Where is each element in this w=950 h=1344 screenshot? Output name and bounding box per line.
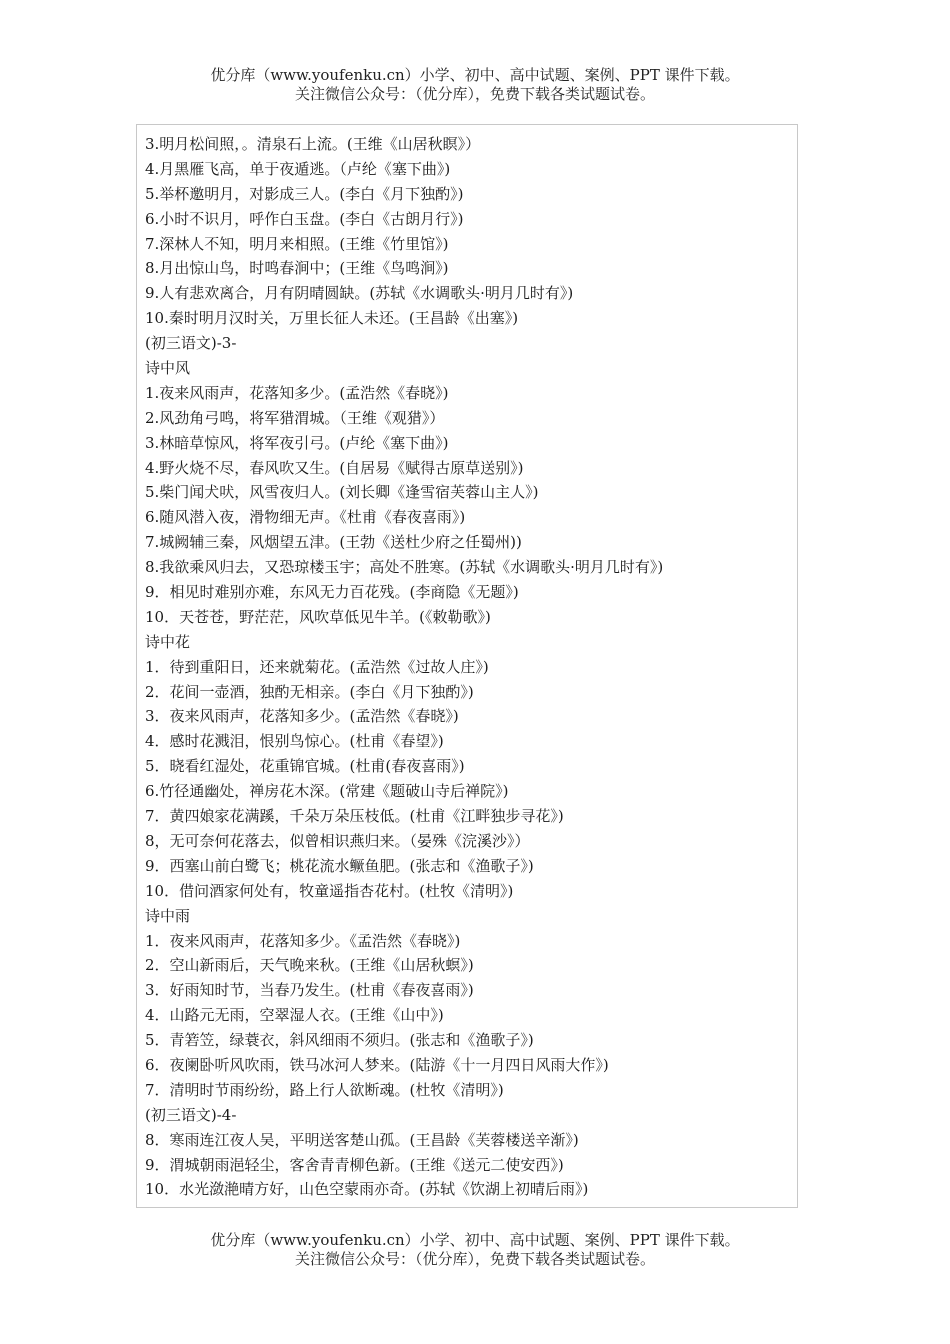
text-line: 7.深林人不知，明月来相照。(王维《竹里馆》) [145, 234, 449, 253]
text-line: 8.我欲乘风归去，又恐琼楼玉宇；高处不胜寒。(苏轼《水调歌头·明月几时有》) [145, 558, 664, 577]
section-heading-wind: 诗中风 [145, 359, 191, 378]
text-line: 5.举杯邀明月，对影成三人。(李白《月下独酌》) [145, 184, 464, 203]
text-line: 6.竹径通幽处，禅房花木深。(常建《题破山寺后禅院》) [145, 782, 509, 801]
text-line: 2．空山新雨后，天气晚来秋。(王维《山居秋螟》) [145, 956, 474, 975]
page-header [0, 66, 950, 104]
footer-line-2: 关注微信公众号：（优分库），免费下载各类试题试卷。 [294, 1250, 655, 1268]
text-line: 10．借问酒家何处有，牧童遥指杏花村。(杜牧《清明》) [145, 881, 514, 900]
text-line: 2．花间一壶酒，独酌无相亲。(李白《月下独酌》) [145, 682, 474, 701]
text-line: 5．晓看红湿处，花重锦官城。(杜甫(春夜喜雨》) [145, 757, 465, 776]
header-line-1: 优分库（www.youfenku.cn）小学、初中、高中试题、案例、PPT 课件下载。 [210, 66, 740, 84]
text-line: 8．寒雨连江夜人吴，平明送客楚山孤。(王昌龄《芙蓉楼送辛渐》) [145, 1130, 579, 1149]
footer-line-1: 优分库（www.youfenku.cn）小学、初中、高中试题、案例、PPT 课件下载。 [210, 1231, 740, 1249]
text-line: 6.小时不识月，呼作白玉盘。(李白《古朗月行》) [145, 209, 464, 228]
content-box [136, 124, 798, 1208]
text-line: 1．夜来风雨声，花落知多少。《孟浩然《春晓》) [145, 931, 461, 950]
text-line: 8.月出惊山鸟，时鸣春涧中；(王维《鸟鸣涧》) [145, 259, 449, 278]
section-heading-flower: 诗中花 [145, 632, 191, 651]
text-line: 10．天苍苍，野茫茫，风吹草低见牛羊。(《敕勒歌》) [145, 607, 491, 626]
text-line: 9.人有悲欢离合，月有阴晴圆缺。(苏轼《水调歌头·明月几时有》) [145, 284, 574, 303]
text-line: 4．感时花溅泪，恨别鸟惊心。(杜甫《春望》) [145, 732, 444, 751]
text-line: 4．山路元无雨，空翠湿人衣。(王维《山中》) [145, 1006, 444, 1025]
text-line: 10．水光潋滟晴方好，山色空蒙雨亦奇。(苏轼《饮湖上初晴后雨》) [145, 1180, 589, 1199]
text-line: 9．相见时难别亦难，东风无力百花残。(李商隐《无题》) [145, 583, 519, 602]
text-line: 6.随风潜入夜，滑物细无声。《杜甫《春夜喜雨》) [145, 508, 466, 527]
text-line: 3.明月松间照，。清泉石上流。(王维《山居秋瞑》） [145, 135, 481, 153]
header-line-2: 关注微信公众号：（优分库），免费下载各类试题试卷。 [294, 85, 655, 103]
text-line: 1．待到重阳日，还来就菊花。(孟浩然《过故人庄》) [145, 657, 489, 676]
page-footer [0, 1231, 950, 1269]
text-line: 2.风劲角弓鸣，将军猎渭城。（王维《观猎》） [145, 408, 445, 427]
text-line: 7．黄四娘家花满蹊，千朵万朵压枝低。(杜甫《江畔独步寻花》) [145, 807, 564, 826]
text-line: 9．渭城朝雨浥轻尘，客舍青青柳色新。(王维《送元二使安西》) [145, 1155, 564, 1174]
text-line: 5．青箬笠，绿蓑衣，斜风细雨不须归。(张志和《渔歌子》) [145, 1031, 534, 1050]
text-line: 4.月黑雁飞高，单于夜遁逃。（卢纶《塞下曲》) [145, 159, 451, 178]
text-line: 5.柴门闻犬吠，风雪夜归人。(刘长卿《逢雪宿芙蓉山主人》) [145, 483, 539, 502]
text-line: 7．清明时节雨纷纷，路上行人欲断魂。(杜牧《清明》) [145, 1080, 504, 1099]
page-marker: (初三语文)-4- [145, 1105, 237, 1124]
text-line: 9．西塞山前白鹭飞；桃花流水鳜鱼肥。(张志和《渔歌子》) [145, 856, 534, 875]
text-line: 4.野火烧不尽，春风吹又生。(自居易《赋得古原草送别》) [145, 458, 524, 477]
section-heading-rain: 诗中雨 [145, 906, 191, 925]
text-line: 3．好雨知时节，当春乃发生。(杜甫《春夜喜雨》) [145, 981, 474, 1000]
text-line: 1.夜来风雨声，花落知多少。(孟浩然《春晓》) [145, 383, 449, 402]
text-line: 8，无可奈何花落去，似曾相识燕归来。（晏殊《浣溪沙》） [145, 831, 530, 850]
text-line: 7.城阙辅三秦，风烟望五津。(王勃《送杜少府之任蜀州)) [145, 533, 522, 552]
text-line: 3.林暗草惊风，将军夜引弓。(卢纶《塞下曲》) [145, 433, 449, 452]
text-line: 3．夜来风雨声，花落知多少。(孟浩然《春晓》) [145, 707, 459, 726]
text-line: 10.秦时明月汉时关，万里长征人未还。(王昌龄《出塞》) [145, 309, 519, 328]
page-marker: (初三语文)-3- [145, 334, 237, 353]
text-line: 6．夜阑卧听风吹雨，铁马冰河人梦来。(陆游《十一月四日风雨大作》) [145, 1055, 609, 1074]
